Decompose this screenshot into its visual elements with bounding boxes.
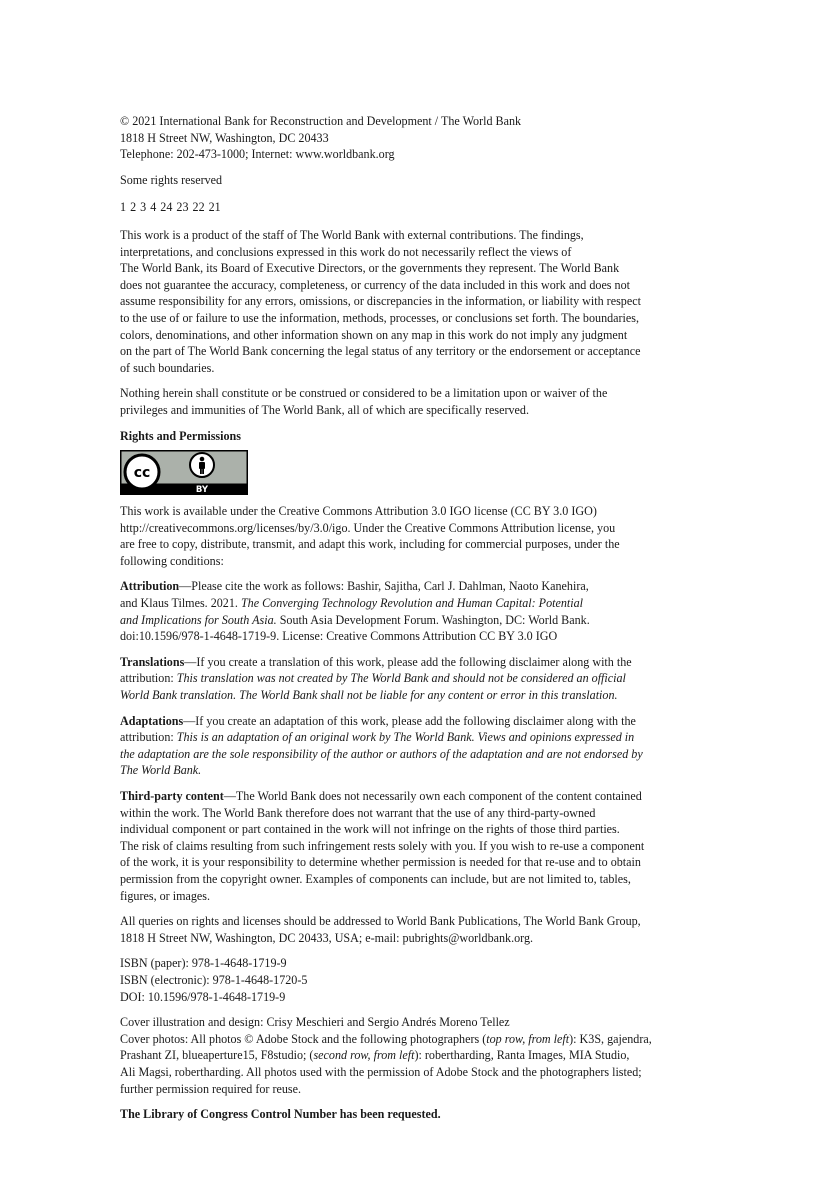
- license-line[interactable]: http://creativecommons.org/licenses/by/3.0/igo. Under the Creative Commons Attribution license, you: [120, 520, 616, 535]
- disclaimer-line: to the use of or failure to use the information, methods, processes, or conclusions set forth. The boundaries,: [120, 310, 640, 325]
- isbn-paper: ISBN (paper): 978-1-4648-1719-9: [120, 956, 287, 971]
- attribution-label: Attribution: [120, 579, 180, 594]
- attribution-text: and Klaus Tilmes. 2021.: [120, 596, 241, 611]
- book-title: and Implications for South Asia.: [120, 612, 277, 627]
- license-paragraph: [120, 503, 720, 569]
- queries-line[interactable]: 1818 H Street NW, Washington, DC 20433, USA; e-mail: pubrights@worldbank.org.: [120, 930, 534, 945]
- cover-photos-credit: Ali Magsi, robertharding. All photos used with the permission of Adobe Stock and the photographers listed;: [120, 1064, 642, 1079]
- adaptations-text: —If you create an adaptation of this work, please add the following disclaimer along with the: [183, 713, 636, 728]
- cover-photos-credit: Prashant ZI, blueaperture15, F8studio; (: [120, 1048, 314, 1063]
- immunities-line: privileges and immunities of The World Bank, all of which are specifically reserved.: [120, 402, 529, 417]
- cover-photos-credit: further permission required for reuse.: [120, 1081, 302, 1096]
- third-party-label: Third-party content: [120, 789, 224, 803]
- cover-design-credit: Cover illustration and design: Crisy Meschieri and Sergio Andrés Moreno Tellez: [120, 1015, 510, 1030]
- attribution-text: —Please cite the work as follows: Bashir, Sajitha, Carl J. Dahlman, Naoto Kanehira,: [179, 579, 589, 594]
- translations-label: Translations: [120, 654, 185, 669]
- license-line: This work is available under the Creative Commons Attribution 3.0 IGO license (CC BY 3.0 IGO): [120, 504, 597, 519]
- attribution-paragraph: [120, 578, 720, 644]
- copyright-page: [120, 113, 720, 1132]
- third-party-paragraph: [120, 788, 720, 904]
- disclaimer-line: colors, denominations, and other information shown on any map in this work do not imply any judgment: [120, 327, 628, 342]
- doi-line: DOI: 10.1596/978-1-4648-1719-9: [120, 989, 286, 1004]
- book-title: The Converging Technology Revolution and Human Capital: Potential: [240, 596, 584, 611]
- adaptations-paragraph: [120, 713, 720, 779]
- attribution-doi: doi:10.1596/978-1-4648-1719-9. License: Creative Commons Attribution CC BY 3.0 IGO: [120, 629, 558, 644]
- disclaimer-paragraph: [120, 227, 720, 376]
- contact-line: Telephone: 202-473-1000; Internet: www.worldbank.org: [120, 147, 395, 162]
- address-line: 1818 H Street NW, Washington, DC 20433: [120, 130, 329, 145]
- license-line: are free to copy, distribute, transmit, and adapt this work, including for commercial purposes, under the: [120, 537, 620, 552]
- third-party-line: within the work. The World Bank therefore does not warrant that the use of any third-party-owned: [120, 805, 596, 820]
- by-label: BY: [195, 485, 209, 496]
- disclaimer-line: assume responsibility for any errors, omissions, or discrepancies in the information, or liability with respect: [120, 294, 641, 309]
- cover-credits: [120, 1014, 720, 1097]
- rights-heading: Rights and Permissions: [120, 428, 241, 443]
- third-party-line: of the work, it is your responsibility to determine whether permission is needed for that re-use and to obtain: [120, 855, 641, 870]
- license-line: following conditions:: [120, 553, 224, 568]
- rights-reserved: Some rights reserved: [120, 172, 223, 187]
- copyright-line: © 2021 International Bank for Reconstruction and Development / The World Bank: [120, 114, 522, 128]
- cc-glyph: cc: [133, 465, 151, 482]
- cover-photos-credit: ): K3S, gajendra,: [569, 1031, 652, 1046]
- cover-photos-position: top row, from left: [486, 1031, 570, 1046]
- translations-disclaimer: World Bank translation. The World Bank shall not be liable for any content or error in this translation.: [120, 688, 618, 703]
- disclaimer-line: interpretations, and conclusions expressed in this work do not necessarily reflect the views of: [120, 244, 572, 259]
- isbn-electronic: ISBN (electronic): 978-1-4648-1720-5: [120, 972, 308, 987]
- cover-photos-credit: Cover photos: All photos © Adobe Stock and the following photographers (: [120, 1031, 487, 1046]
- printing-line: 1 2 3 4 24 23 22 21: [120, 200, 221, 215]
- cc-by-license-icon[interactable]: [120, 450, 248, 495]
- translations-text: attribution:: [120, 671, 177, 686]
- adaptations-disclaimer: the adaptation are the sole responsibility of the author or authors of the adaptation and are not endorsed by: [120, 746, 643, 761]
- adaptations-disclaimer: The World Bank.: [120, 763, 202, 778]
- translations-disclaimer: This translation was not created by The World Bank and should not be considered an official: [176, 671, 626, 686]
- translations-paragraph: [120, 654, 720, 704]
- copyright-block: [120, 113, 720, 163]
- third-party-text: —The World Bank does not necessarily own each component of the content contained: [223, 789, 642, 803]
- immunities-line: Nothing herein shall constitute or be construed or considered to be a limitation upon or waiver of the: [120, 386, 608, 401]
- disclaimer-line: of such boundaries.: [120, 360, 215, 375]
- queries-line: All queries on rights and licenses should be addressed to World Bank Publications, The World Bank Group,: [120, 914, 641, 929]
- disclaimer-line: does not guarantee the accuracy, completeness, or currency of the data included in this work and does not: [120, 277, 630, 292]
- third-party-line: figures, or images.: [120, 888, 211, 903]
- cover-photos-position: second row, from left: [313, 1048, 415, 1063]
- cover-photos-credit: ): robertharding, Ranta Images, MIA Studio,: [414, 1048, 630, 1063]
- adaptations-text: attribution:: [120, 730, 177, 745]
- third-party-line: The risk of claims resulting from such infringement rests solely with you. If you wish to re-use a component: [120, 838, 645, 853]
- loc-statement: The Library of Congress Control Number has been requested.: [120, 1107, 441, 1122]
- translations-text: —If you create a translation of this work, please add the following disclaimer along with the: [184, 654, 632, 669]
- adaptations-disclaimer: This is an adaptation of an original work by The World Bank. Views and opinions expressed in: [176, 730, 635, 745]
- queries-paragraph: [120, 913, 720, 946]
- third-party-line: individual component or part contained in the work will not infringe on the rights of those third parties.: [120, 822, 620, 837]
- disclaimer-line: This work is a product of the staff of The World Bank with external contributions. The findings,: [120, 227, 584, 242]
- disclaimer-line: The World Bank, its Board of Executive Directors, or the governments they represent. The World Bank: [120, 261, 620, 276]
- disclaimer-line: on the part of The World Bank concerning the legal status of any territory or the endorsement or acceptance: [120, 344, 641, 359]
- attribution-text: South Asia Development Forum. Washington, DC: World Bank.: [276, 612, 590, 627]
- third-party-line: permission from the copyright owner. Examples of components can include, but are not limited to, tables,: [120, 871, 631, 886]
- adaptations-label: Adaptations: [120, 713, 184, 728]
- isbn-block: [120, 955, 720, 1005]
- immunities-paragraph: [120, 385, 720, 418]
